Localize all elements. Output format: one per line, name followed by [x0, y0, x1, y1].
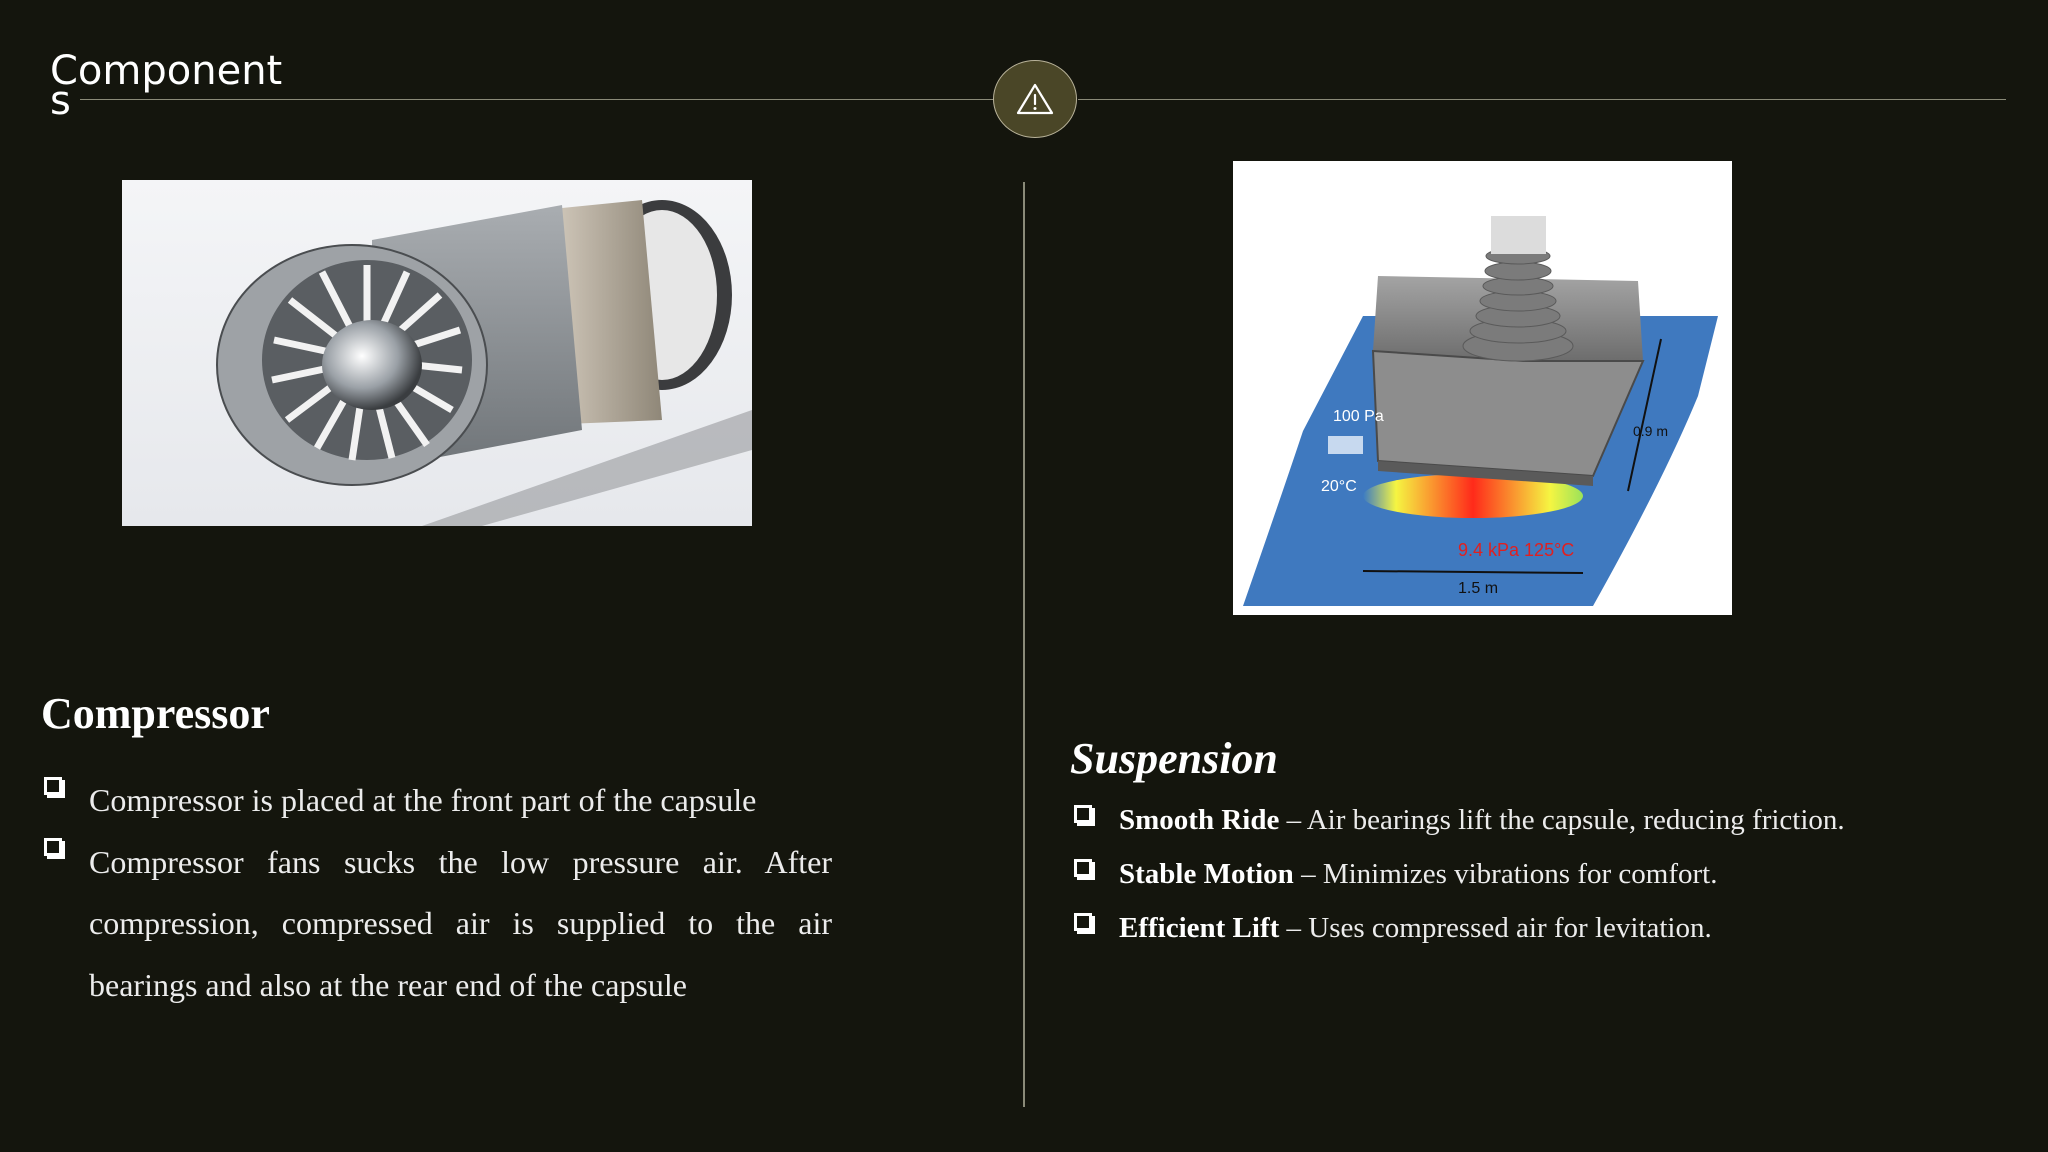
warning-triangle-icon — [1015, 82, 1055, 116]
checkbox-bullet-icon — [1074, 859, 1092, 877]
checkbox-bullet-icon — [1074, 805, 1092, 823]
compressor-image — [122, 180, 752, 526]
slide-title: Components — [50, 48, 283, 124]
column-divider — [1023, 182, 1025, 1107]
label-length: 1.5 m — [1458, 580, 1499, 597]
suspension-heading: Suspension — [1070, 734, 1278, 783]
suspension-bullets — [1072, 800, 1972, 962]
checkbox-bullet-icon — [1074, 913, 1092, 931]
list-item: Compressor fans sucks the low pressure air. After compression, compressed air is supplied to the air bearings and also at the rear end of the capsule — [42, 832, 832, 1017]
header-rule-right — [1078, 99, 2006, 100]
compressor-heading: Compressor — [41, 689, 270, 738]
list-item: Smooth Ride – Air bearings lift the capsule, reducing friction. — [1072, 800, 1972, 854]
suspension-diagram — [1233, 161, 1732, 615]
checkbox-bullet-icon — [44, 777, 62, 795]
compressor-bullets — [42, 770, 832, 1016]
warning-badge — [993, 60, 1077, 138]
list-item: Compressor is placed at the front part of the capsule — [42, 770, 832, 832]
label-pressure: 100 Pa — [1333, 408, 1384, 425]
header-rule-left — [80, 99, 995, 100]
label-width: 0.9 m — [1633, 423, 1669, 439]
list-item: Stable Motion – Minimizes vibrations for comfort. — [1072, 854, 1972, 908]
label-temp-in: 20°C — [1321, 478, 1357, 495]
checkbox-bullet-icon — [44, 838, 62, 856]
list-item: Efficient Lift – Uses compressed air for levitation. — [1072, 908, 1972, 962]
label-hot: 9.4 kPa 125°C — [1458, 540, 1575, 560]
